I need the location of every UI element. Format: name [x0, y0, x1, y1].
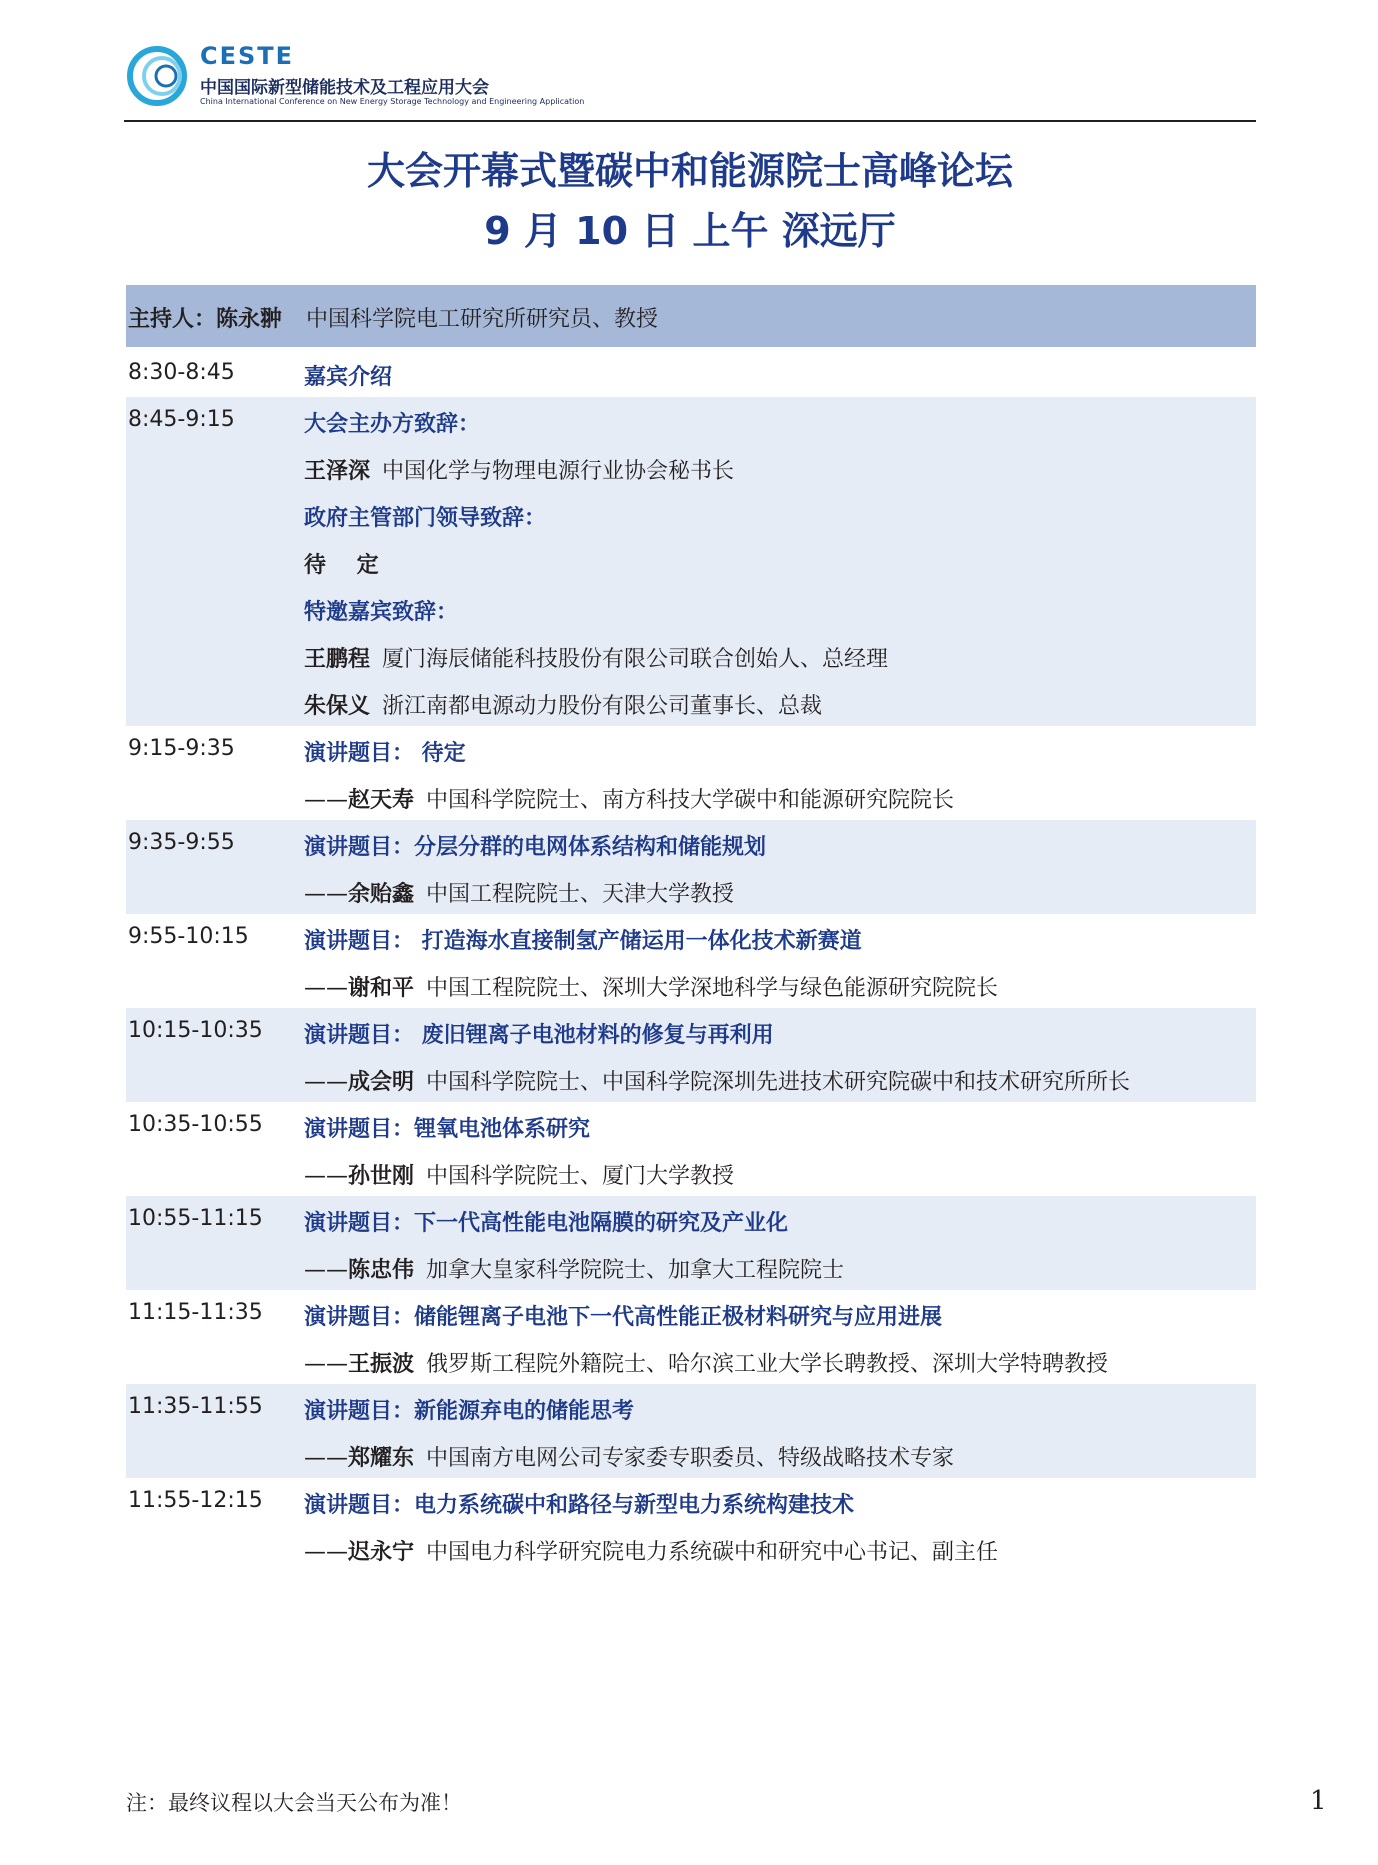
person-title: 中国科学院院士、南方科技大学碳中和能源研究院院长	[426, 788, 955, 813]
person-title: 中国电力科学研究院电力系统碳中和研究中心书记、副主任	[426, 1540, 999, 1565]
speaker-dash: ——	[304, 788, 348, 813]
speaker-line	[304, 1253, 844, 1284]
session-time: 11:55-12:15	[128, 1488, 263, 1513]
agenda-session	[126, 1290, 1256, 1384]
agenda-session	[126, 1008, 1256, 1102]
speaker-line	[304, 877, 734, 908]
speaker-dash: ——	[304, 1164, 348, 1189]
session-heading: 演讲题目：电力系统碳中和路径与新型电力系统构建技术	[304, 1493, 855, 1518]
agenda-session	[126, 726, 1256, 820]
agenda-row	[126, 820, 1256, 867]
agenda-row	[126, 538, 1256, 585]
person-title: 中国工程院院士、天津大学教授	[426, 882, 735, 907]
page-subtitle: 9 月 10 日 上午 深远厅	[484, 209, 896, 253]
person-title: 中国科学院院士、厦门大学教授	[426, 1164, 735, 1189]
person-title: 浙江南都电源动力股份有限公司董事长、总裁	[382, 694, 823, 719]
agenda-row	[126, 1055, 1256, 1102]
session-heading: 演讲题目： 待定	[304, 741, 466, 766]
speaker-dash: ——	[304, 976, 348, 1001]
session-heading: 演讲题目：分层分群的电网体系结构和储能规划	[304, 835, 767, 860]
person-name: 陈忠伟	[348, 1258, 415, 1283]
agenda-session	[126, 397, 1256, 726]
person-title: 中国化学与物理电源行业协会秘书长	[382, 459, 735, 484]
session-time: 8:30-8:45	[128, 360, 235, 385]
person-line	[304, 548, 391, 579]
session-heading: 特邀嘉宾致辞：	[304, 600, 459, 625]
agenda-schedule	[126, 350, 1256, 1572]
person-line	[304, 454, 734, 485]
host-bar	[126, 285, 1256, 347]
person-name: 郑耀东	[348, 1446, 415, 1471]
person-title: 厦门海辰储能科技股份有限公司联合创始人、总经理	[382, 647, 889, 672]
agenda-session	[126, 1196, 1256, 1290]
session-heading: 演讲题目：新能源弃电的储能思考	[304, 1399, 635, 1424]
person-name: 王鹏程	[304, 647, 371, 672]
speaker-line	[304, 1535, 998, 1566]
person-name: 迟永宁	[348, 1540, 415, 1565]
agenda-row	[126, 1478, 1256, 1525]
person-line	[304, 642, 888, 673]
speaker-line	[304, 783, 954, 814]
session-time: 8:45-9:15	[128, 407, 235, 432]
person-name: 赵天寿	[348, 788, 415, 813]
agenda-row	[126, 1525, 1256, 1572]
agenda-row	[126, 914, 1256, 961]
agenda-session	[126, 350, 1256, 397]
session-time: 10:15-10:35	[128, 1018, 263, 1043]
agenda-session	[126, 914, 1256, 1008]
person-title: 中国南方电网公司专家委专职委员、特级战略技术专家	[426, 1446, 955, 1471]
logo-english-name: China International Conference on New Energy Storage Technology and Engineering Application	[200, 97, 585, 106]
host-value: 中国科学院电工研究所研究员、教授	[306, 307, 659, 332]
speaker-dash: ——	[304, 1352, 348, 1377]
agenda-session	[126, 820, 1256, 914]
speaker-dash: ——	[304, 1540, 348, 1565]
agenda-row	[126, 1290, 1256, 1337]
logo-chinese-name: 中国国际新型储能技术及工程应用大会	[200, 78, 489, 98]
agenda-row	[126, 585, 1256, 632]
person-name: 余贻鑫	[348, 882, 415, 907]
agenda-session	[126, 1384, 1256, 1478]
agenda-row	[126, 350, 1256, 397]
footer-note: 注：最终议程以大会当天公布为准！	[126, 1791, 462, 1815]
agenda-row	[126, 726, 1256, 773]
agenda-row	[126, 444, 1256, 491]
agenda-row	[126, 1431, 1256, 1478]
person-title: 中国科学院院士、中国科学院深圳先进技术研究院碳中和技术研究所所长	[426, 1070, 1131, 1095]
session-time: 11:35-11:55	[128, 1394, 263, 1419]
page-number: 1	[1310, 1786, 1327, 1816]
session-time: 11:15-11:35	[128, 1300, 263, 1325]
person-line	[304, 689, 822, 720]
agenda-row	[126, 1337, 1256, 1384]
agenda-row	[126, 491, 1256, 538]
session-heading: 大会主办方致辞：	[304, 412, 481, 437]
speaker-dash: ——	[304, 1258, 348, 1283]
speaker-line	[304, 1065, 1130, 1096]
person-name: 朱保义	[304, 694, 371, 719]
agenda-row	[126, 679, 1256, 726]
person-name: 王泽深	[304, 459, 371, 484]
agenda-row	[126, 1008, 1256, 1055]
session-heading: 嘉宾介绍	[304, 365, 393, 390]
speaker-line	[304, 1441, 954, 1472]
speaker-line	[304, 971, 998, 1002]
session-heading: 演讲题目： 废旧锂离子电池材料的修复与再利用	[304, 1023, 774, 1048]
agenda-session	[126, 1102, 1256, 1196]
agenda-row	[126, 1102, 1256, 1149]
page-title: 大会开幕式暨碳中和能源院士高峰论坛	[366, 149, 1013, 193]
agenda-row	[126, 632, 1256, 679]
agenda-row	[126, 1196, 1256, 1243]
agenda-row	[126, 1243, 1256, 1290]
conference-logo-icon	[126, 42, 188, 110]
session-heading: 演讲题目：储能锂离子电池下一代高性能正极材料研究与应用进展	[304, 1305, 943, 1330]
agenda-row	[126, 773, 1256, 820]
person-name: 孙世刚	[348, 1164, 415, 1189]
session-time: 9:15-9:35	[128, 736, 235, 761]
person-title: 俄罗斯工程院外籍院士、哈尔滨工业大学长聘教授、深圳大学特聘教授	[426, 1352, 1109, 1377]
session-time: 9:35-9:55	[128, 830, 235, 855]
agenda-session	[126, 1478, 1256, 1572]
speaker-line	[304, 1159, 734, 1190]
session-heading: 政府主管部门领导致辞：	[304, 506, 547, 531]
speaker-dash: ——	[304, 1070, 348, 1095]
person-name: 成会明	[348, 1070, 415, 1095]
session-heading: 演讲题目：下一代高性能电池隔膜的研究及产业化	[304, 1211, 789, 1236]
agenda-row	[126, 867, 1256, 914]
session-heading: 演讲题目： 打造海水直接制氢产储运用一体化技术新赛道	[304, 929, 862, 954]
session-time: 9:55-10:15	[128, 924, 249, 949]
logo-acronym: CESTE	[200, 42, 295, 70]
session-time: 10:35-10:55	[128, 1112, 263, 1137]
person-title: 中国工程院院士、深圳大学深地科学与绿色能源研究院院长	[426, 976, 999, 1001]
person-name: 待 定	[304, 553, 379, 578]
speaker-dash: ——	[304, 1446, 348, 1471]
session-heading: 演讲题目：锂氧电池体系研究	[304, 1117, 591, 1142]
page-header	[124, 40, 1256, 122]
speaker-line	[304, 1347, 1108, 1378]
agenda-row	[126, 1384, 1256, 1431]
session-time: 10:55-11:15	[128, 1206, 263, 1231]
person-title: 加拿大皇家科学院院士、加拿大工程院院士	[426, 1258, 845, 1283]
host-label: 主持人：陈永翀	[128, 307, 283, 332]
person-name: 谢和平	[348, 976, 415, 1001]
speaker-dash: ——	[304, 882, 348, 907]
agenda-row	[126, 1149, 1256, 1196]
agenda-row	[126, 397, 1256, 444]
person-name: 王振波	[348, 1352, 415, 1377]
agenda-row	[126, 961, 1256, 1008]
